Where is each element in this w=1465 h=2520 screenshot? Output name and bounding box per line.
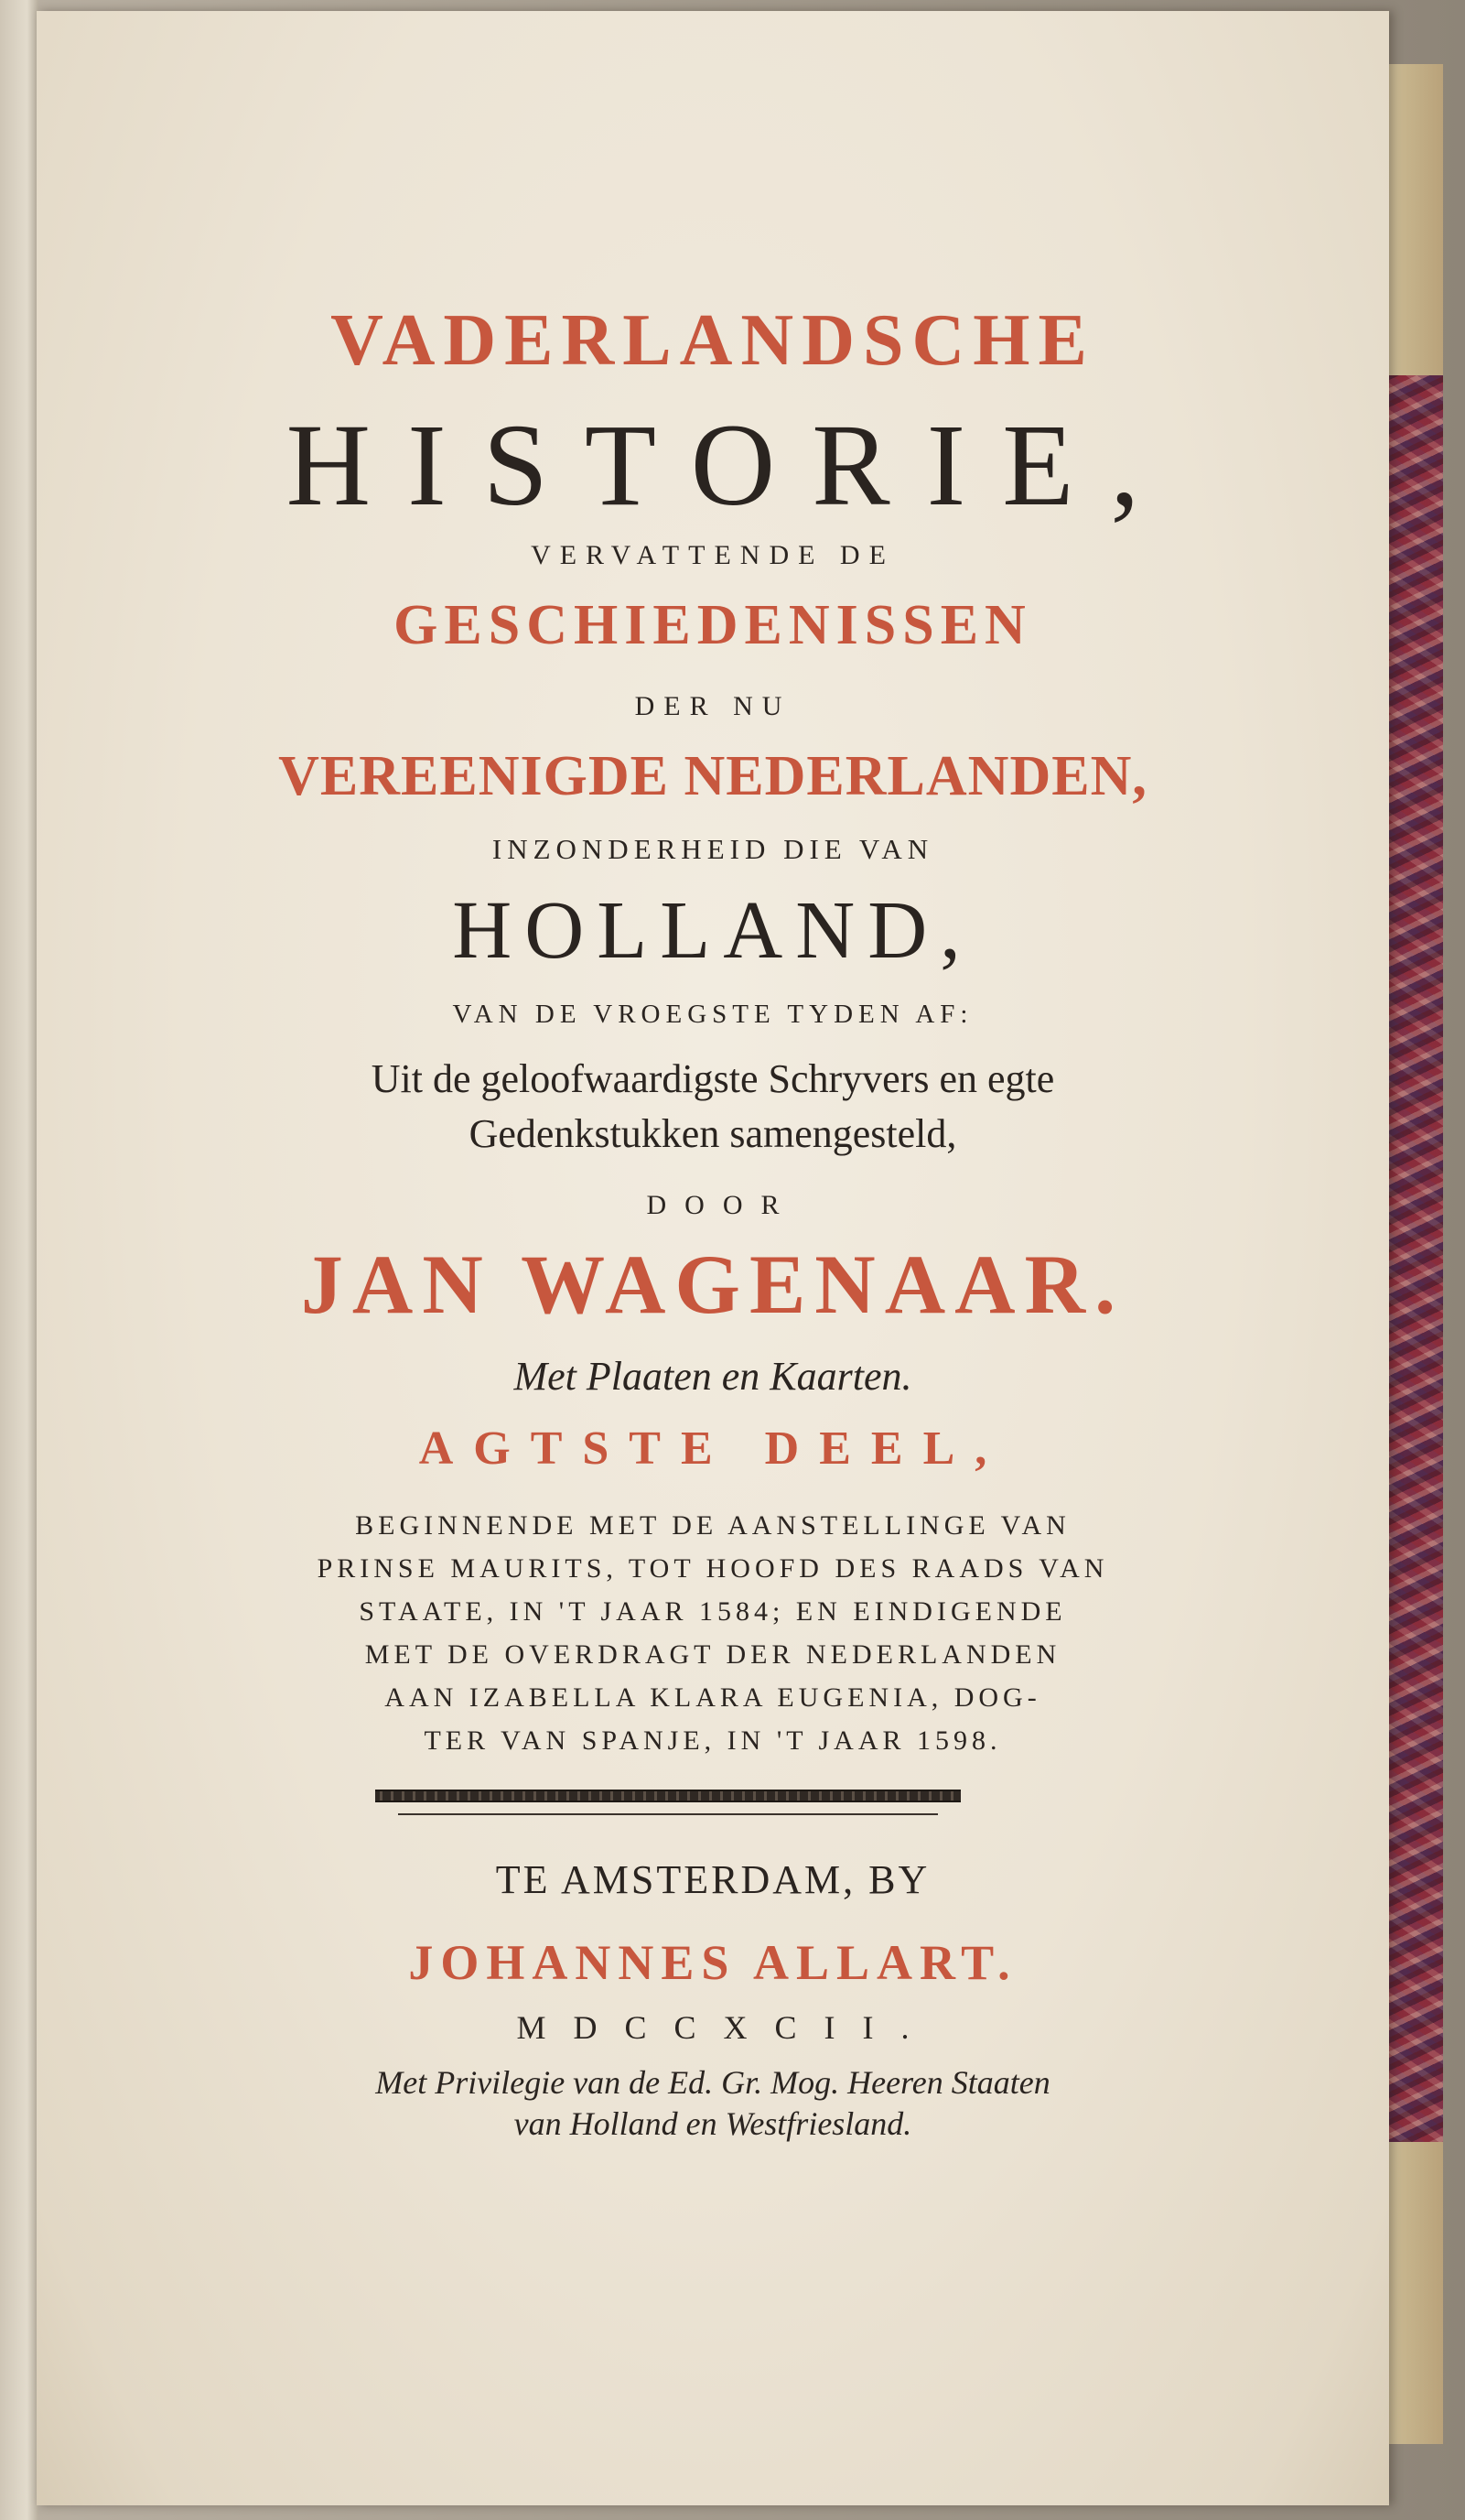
plates-note: Met Plaaten en Kaarten. <box>513 1354 912 1399</box>
description-line: MET DE OVERDRAGT DER NEDERLANDEN <box>364 1639 1061 1670</box>
source-line-2: Gedenkstukken samengesteld, <box>469 1111 957 1156</box>
publisher-name: JOHANNES ALLART. <box>408 1935 1018 1990</box>
privilege-line-1: Met Privilegie van de Ed. Gr. Mog. Heeren Staaten <box>375 2064 1050 2101</box>
title-line-1: VADERLANDSCHE <box>330 300 1095 381</box>
publication-year: MDCCXCII. <box>516 2009 937 2046</box>
description-line: TER VAN SPANJE, IN 'T JAAR 1598. <box>424 1725 1002 1756</box>
subtitle-der-nu: DER NU <box>634 691 792 721</box>
description-line: STAATE, IN 'T JAAR 1584; EN EINDIGENDE <box>359 1596 1067 1627</box>
subtitle-inzonderheid: INZONDERHEID DIE VAN <box>491 833 934 865</box>
description-line: AAN IZABELLA KLARA EUGENIA, DOG- <box>384 1682 1041 1713</box>
source-line-1: Uit de geloofwaardigste Schryvers en egte <box>371 1056 1055 1101</box>
facing-page-edge <box>0 0 38 2520</box>
marbled-edge <box>1386 375 1443 2142</box>
author-name: JAN WAGENAAR. <box>300 1238 1126 1331</box>
subtitle-vervattende: VERVATTENDE DE <box>531 540 895 570</box>
description-line: BEGINNENDE MET DE AANSTELLINGE VAN <box>355 1510 1071 1541</box>
volume-label: AGTSTE DEEL, <box>418 1422 1007 1475</box>
ornamental-rule <box>375 1790 961 1802</box>
title-page <box>37 11 1389 2505</box>
door-label: DOOR <box>646 1190 798 1220</box>
subtitle-vroegste-tyden: VAN DE VROEGSTE TYDEN AF: <box>452 1000 974 1029</box>
privilege-line-2: van Holland en Westfriesland. <box>513 2105 912 2142</box>
title-line-2: HISTORIE, <box>285 400 1177 530</box>
subtitle-geschiedenissen: GESCHIEDENISSEN <box>393 594 1032 656</box>
description-line: PRINSE MAURITS, TOT HOOFD DES RAADS VAN <box>317 1553 1109 1584</box>
subtitle-holland: HOLLAND, <box>452 885 974 976</box>
imprint-place: TE AMSTERDAM, BY <box>495 1857 931 1902</box>
thin-rule <box>398 1813 938 1815</box>
subtitle-vereenigde-nederlanden: VEREENIGDE NEDERLANDEN, <box>278 745 1147 807</box>
